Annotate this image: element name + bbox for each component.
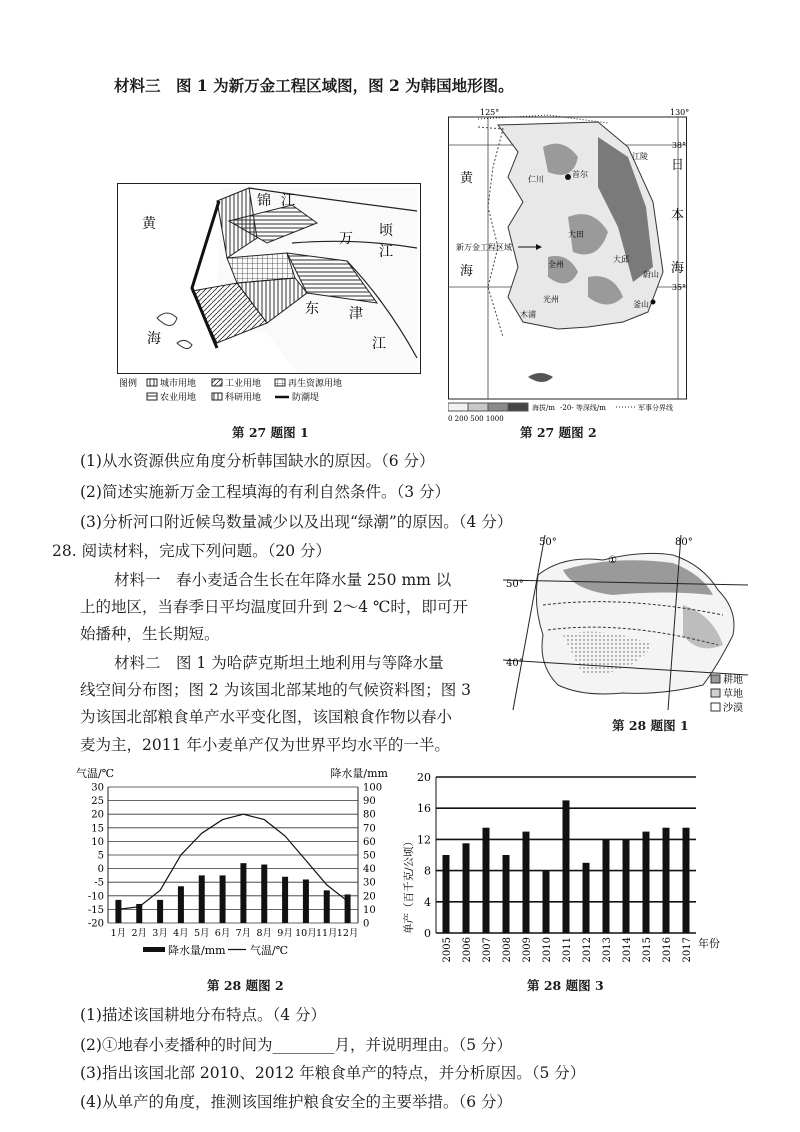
- ylabel-left: 气温/℃: [76, 767, 115, 780]
- q28-m2-line2: 线空间分布图；图 2 为该国北部某地的气候资料图；图 3: [80, 681, 472, 699]
- fig28-3: [398, 765, 738, 979]
- city-daejeon: 大田: [568, 230, 584, 239]
- yield-bar: [623, 839, 630, 933]
- city-jeonju: 全州: [548, 260, 564, 269]
- yield-bar: [483, 828, 490, 933]
- lat-50: 50°: [506, 579, 524, 590]
- q28-m2-line1: 材料二 图 1 为哈萨克斯坦土地利用与等降水量: [114, 654, 444, 672]
- material3-intro: 材料三 图 1 为新万金工程区域图，图 2 为韩国地形图。: [114, 76, 514, 95]
- precip-bar: [240, 863, 246, 923]
- yield-bar: [443, 855, 450, 933]
- month-label: 12月: [336, 928, 359, 939]
- q28-m1-line1: 材料一 春小麦适合生长在年降水量 250 mm 以: [114, 571, 452, 589]
- month-label: 3月: [152, 928, 168, 939]
- yield-bar: [563, 800, 570, 933]
- month-label: 1月: [110, 928, 127, 939]
- fig28-2-caption: 第 28 题图 2: [207, 978, 284, 993]
- legend-scale: 0 200 500 1000: [448, 415, 504, 423]
- lon-80: 80°: [675, 537, 693, 548]
- legend-dike: 防潮堤: [292, 393, 320, 403]
- q28-m1-line3: 始播种，生长期短。: [80, 625, 220, 643]
- tick-left: -20: [87, 918, 104, 930]
- yield-bar: [503, 855, 510, 933]
- precip-bar: [115, 900, 121, 923]
- month-label: 5月: [193, 928, 210, 939]
- lat-35: 35°: [671, 283, 686, 292]
- legend-grass: 草地: [723, 689, 743, 700]
- city-ulsan: 蔚山: [643, 270, 659, 279]
- tick-left: -5: [94, 877, 104, 889]
- city-mokpo: 木浦: [520, 310, 536, 319]
- tick-right: 50: [363, 850, 376, 862]
- tick-y: 12: [417, 833, 431, 847]
- legend-urban: 城市用地: [160, 379, 197, 389]
- label-river1b: 江: [281, 193, 295, 209]
- yield-bar: [543, 871, 550, 933]
- fig28-1: [503, 535, 758, 739]
- tick-left: 10: [91, 836, 104, 848]
- precip-bar: [157, 900, 163, 923]
- fig28-2: [68, 765, 398, 969]
- lon-130: 130°: [670, 108, 690, 117]
- tick-right: 20: [363, 891, 376, 903]
- year-label: 2010: [542, 937, 553, 963]
- label-river3a: 东: [305, 301, 319, 317]
- year-label: 2006: [462, 937, 473, 963]
- tick-right: 30: [363, 877, 376, 889]
- tick-left: 5: [97, 850, 104, 862]
- legend-bar-swatch: [143, 947, 165, 952]
- yield-bar: [643, 832, 650, 933]
- yield-chart-svg: [398, 765, 738, 975]
- year-label: 2007: [482, 937, 493, 963]
- city-gangneung: 江陵: [632, 152, 648, 161]
- east-sea-1: 日: [671, 158, 685, 173]
- q27-2: (2)简述实施新万金工程填海的有利自然条件。（3 分）: [80, 483, 450, 501]
- year-label: 2016: [662, 937, 673, 963]
- q28-m2-line4: 麦为主，2011 年小麦单产仅为世界平均水平的一半。: [80, 736, 450, 754]
- west-sea-1: 黄: [460, 171, 474, 186]
- legend-contour: -20- 等深线/m: [560, 404, 606, 412]
- city-seoul: 首尔: [572, 170, 588, 179]
- tick-right: 40: [363, 864, 376, 876]
- year-label: 2015: [642, 937, 653, 963]
- month-label: 6月: [214, 928, 231, 939]
- year-label: 2017: [682, 937, 693, 963]
- fig27-2: [448, 107, 693, 429]
- tick-right: 70: [363, 823, 376, 835]
- legend-industry: 工业用地: [225, 379, 262, 389]
- month-label: 2月: [131, 928, 148, 939]
- tick-y: 16: [417, 802, 431, 816]
- tick-right: 100: [363, 782, 383, 794]
- label-sea-2: 海: [147, 331, 161, 347]
- month-label: 4月: [173, 928, 189, 939]
- tick-left: 20: [91, 809, 104, 821]
- precip-bar: [324, 890, 330, 923]
- precip-bar: [303, 879, 309, 923]
- legend-agri: 农业用地: [160, 393, 197, 403]
- month-label: 7月: [235, 928, 252, 939]
- yield-bar: [523, 832, 530, 933]
- q28-m1-line2: 上的地区，当春季日平均温度回升到 2～4 ℃时，即可开: [80, 598, 468, 616]
- fig28-3-caption: 第 28 题图 3: [527, 978, 604, 993]
- year-label: 2008: [502, 937, 513, 963]
- tick-left: 30: [91, 782, 104, 794]
- city-busan: 釜山: [633, 300, 649, 309]
- project-label: 新万金工程区域: [456, 243, 512, 252]
- yield-bar: [603, 839, 610, 933]
- legend-mdl: 军事分界线: [638, 404, 673, 412]
- tick-left: 15: [91, 823, 104, 835]
- xlabel: 年份: [698, 937, 720, 950]
- q28-heading: 28. 阅读材料，完成下列问题。（20 分）: [52, 542, 331, 560]
- month-label: 9月: [277, 928, 293, 939]
- tick-y: 0: [424, 927, 431, 940]
- legend-line-label: 气温/℃: [250, 944, 289, 957]
- city-gwangju: 光州: [543, 295, 559, 304]
- fig27-1: [117, 183, 422, 417]
- lat-40: 40°: [506, 658, 524, 669]
- precip-bar: [261, 865, 267, 923]
- yield-bar: [463, 843, 470, 933]
- fig27-1-caption: 第 27 题图 1: [232, 425, 309, 440]
- tick-left: 25: [91, 796, 104, 808]
- tick-right: 80: [363, 809, 376, 821]
- tick-left: -15: [87, 904, 104, 916]
- tick-right: 60: [363, 836, 376, 848]
- ylabel-right: 降水量/mm: [330, 767, 388, 780]
- year-label: 2012: [582, 937, 593, 963]
- yield-bar: [663, 828, 670, 933]
- ylabel: 单产（百千克/公顷）: [403, 835, 415, 935]
- legend-arable: 耕地: [723, 675, 743, 686]
- legend-title: 图例: [119, 379, 138, 389]
- tick-right: 0: [363, 918, 370, 930]
- tick-right: 10: [363, 904, 376, 916]
- temperature-line: [118, 814, 347, 909]
- legend-bar-label: 降水量/mm: [168, 944, 226, 957]
- fig28-1-caption: 第 28 题图 1: [612, 718, 689, 733]
- q28-1: (1)描述该国耕地分布特点。（4 分）: [80, 1006, 326, 1024]
- legend-desert: 沙漠: [723, 703, 743, 714]
- tick-y: 8: [424, 864, 431, 878]
- legend-renew: 再生资源用地: [288, 379, 343, 389]
- label-river3c: 江: [372, 336, 386, 352]
- lat-38: 38°: [671, 141, 686, 150]
- precip-bar: [220, 875, 226, 923]
- year-label: 2005: [442, 937, 453, 963]
- q27-1: (1)从水资源供应角度分析韩国缺水的原因。（6 分）: [80, 452, 435, 470]
- label-river1a: 锦: [257, 193, 271, 209]
- precip-bar: [345, 894, 351, 923]
- east-sea-2: 本: [671, 208, 685, 223]
- climate-chart-svg: [68, 765, 398, 965]
- q28-m2-line3: 为该国北部粮食单产水平变化图，该国粮食作物以春小: [80, 708, 453, 726]
- month-label: 8月: [256, 928, 273, 939]
- label-river3b: 津: [349, 306, 363, 322]
- q27-3: (3)分析河口附近候鸟数量减少以及出现“绿潮”的原因。（4 分）: [80, 513, 513, 531]
- fig27-2-caption: 第 27 题图 2: [520, 425, 597, 440]
- legend-research: 科研用地: [225, 393, 262, 403]
- tick-left: 0: [97, 864, 104, 876]
- precip-bar: [199, 875, 205, 923]
- city-daegu: 大邱: [613, 255, 629, 264]
- label-sea-1: 黄: [142, 216, 156, 232]
- q28-4: (4)从单产的角度，推测该国维护粮食安全的主要举措。（6 分）: [80, 1093, 512, 1111]
- lon-50: 50°: [539, 537, 557, 548]
- yield-bar: [683, 828, 690, 933]
- yield-bar: [583, 863, 590, 933]
- precip-bar: [282, 877, 288, 923]
- legend-elev: 海拔/m: [532, 404, 555, 412]
- label-river2a: 万: [339, 231, 353, 247]
- tick-right: 90: [363, 796, 376, 808]
- month-label: 11月: [315, 928, 338, 939]
- label-river2c: 江: [379, 244, 393, 260]
- marker-1: ①: [608, 555, 617, 566]
- year-label: 2011: [562, 937, 573, 963]
- q28-3: (3)指出该国北部 2010、2012 年粮食单产的特点，并分析原因。（5 分）: [80, 1064, 586, 1082]
- label-river2b: 顷: [379, 223, 393, 239]
- month-label: 10月: [295, 928, 317, 939]
- year-label: 2013: [602, 937, 613, 963]
- tick-y: 20: [417, 771, 431, 784]
- west-sea-2: 海: [460, 264, 474, 279]
- precip-bar: [178, 886, 184, 923]
- year-label: 2014: [622, 937, 633, 963]
- q28-2: (2)①地春小麦播种的时间为________月，并说明理由。（5 分）: [80, 1036, 512, 1054]
- city-incheon: 仁川: [528, 175, 544, 184]
- tick-left: -10: [87, 891, 104, 903]
- year-label: 2009: [522, 937, 533, 963]
- east-sea-3: 海: [671, 261, 685, 276]
- tick-y: 4: [424, 895, 431, 909]
- lon-125: 125°: [480, 108, 500, 117]
